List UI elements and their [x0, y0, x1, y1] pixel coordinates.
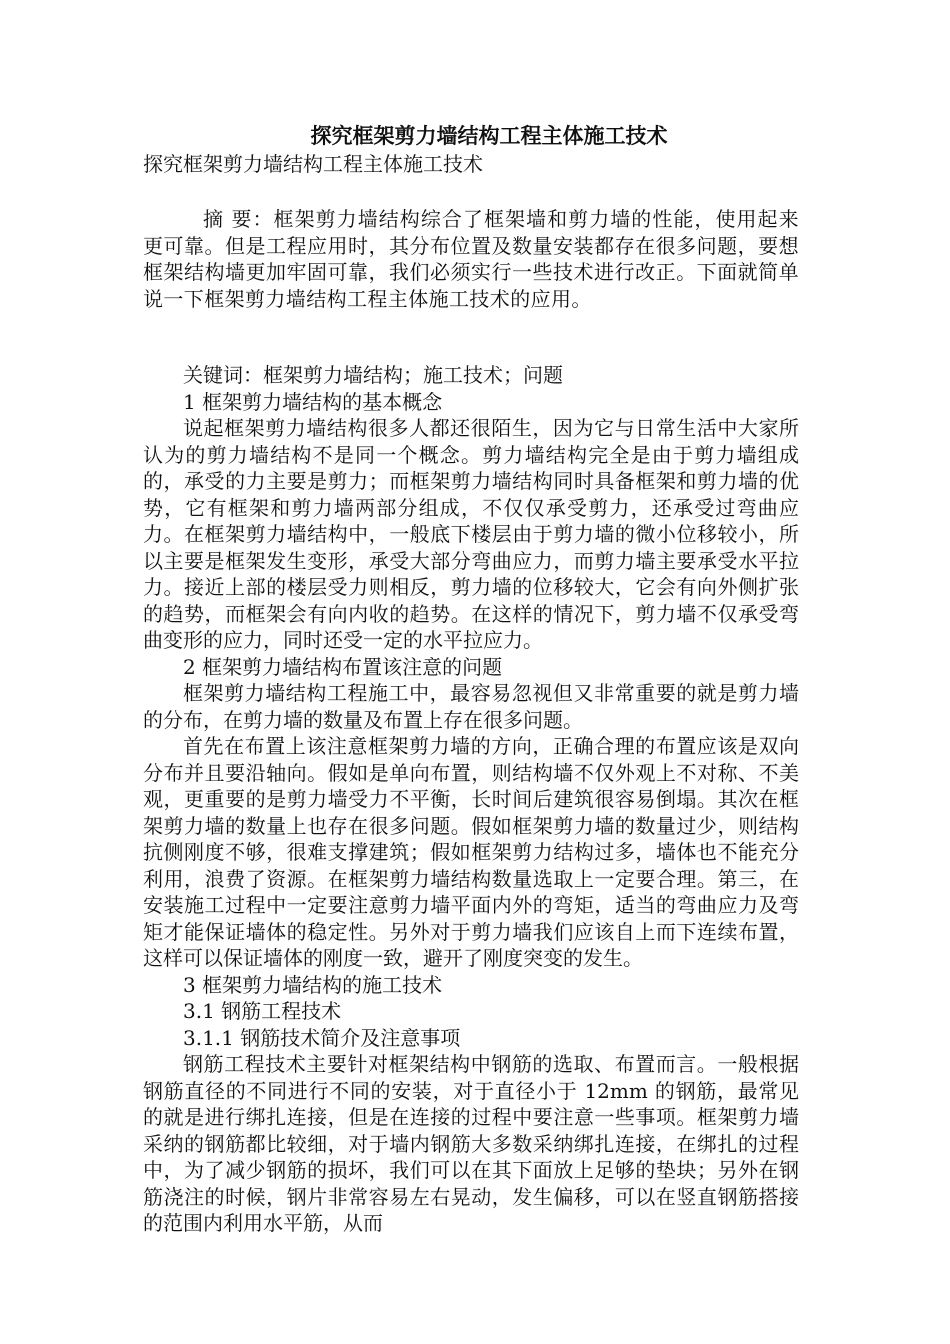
section-2-paragraph-2: 首先在布置上该注意框架剪力墙的方向，正确合理的布置应该是双向分布并且要沿轴向。假如是单向布置，则结构墙不仅外观上不对称、不美观，更重要的是剪力墙受力不平衡，长时间后建筑很容易倒塌。其次在框架剪力墙的数量上也存在很多问题。假如框架剪力墙的数量过少，则结构抗侧刚度不够，很难支撑建筑；假如框架剪力结构过多，墙体也不能充分利用，浪费了资源。在框架剪力墙结构数量选取上一定要合理。第三，在安装施工过程中一定要注意剪力墙平面内外的弯矩，适当的弯曲应力及弯矩才能保证墙体的稳定性。另外对于剪力墙我们应该自上而下连续布置，这样可以保证墙体的刚度一致，避开了刚度突变的发生。: [143, 734, 799, 970]
section-3-1-heading: 3.1 钢筋工程技术: [183, 999, 342, 1023]
section-3-1-1-paragraph-1: 钢筋工程技术主要针对框架结构中钢筋的选取、布置而言。一般根据钢筋直径的不同进行不同的安装，对于直径小于 12mm 的钢筋，最常见的就是进行绑扎连接，但是在连接的过程中要注意一些事项。框架剪力墙采纳的钢筋都比较细，对于墙内钢筋大多数采纳绑扎连接，在绑扎的过程中，为了减少钢筋的损坏，我们可以在其下面放上足够的垫块；另外在钢筋浇注的时候，钢片非常容易左右晃动，发生偏移，可以在竖直钢筋搭接的范围内利用水平筋，从而: [143, 1052, 799, 1235]
section-2-heading: 2 框架剪力墙结构布置该注意的问题: [183, 654, 503, 679]
document-subtitle: 探究框架剪力墙结构工程主体施工技术: [143, 152, 483, 176]
section-1-paragraph-1: 说起框架剪力墙结构很多人都还很陌生，因为它与日常生活中大家所认为的剪力墙结构不是同一个概念。剪力墙结构完全是由于剪力墙组成的，承受的力主要是剪力；而框架剪力墙结构同时具备框架和剪力墙的优势，它有框架和剪力墙两部分组成，不仅仅承受剪力，还承受过弯曲应力。在框架剪力墙结构中，一般底下楼层由于剪力墙的微小位移较小，所以主要是框架发生变形，承受大部分弯曲应力，而剪力墙主要承受水平拉力。接近上部的楼层受力则相反，剪力墙的位移较大，它会有向外侧扩张的趋势，而框架会有向内收的趋势。在这样的情况下，剪力墙不仅承受弯曲变形的应力，同时还受一定的水平拉应力。: [143, 416, 799, 652]
document-body: [143, 122, 799, 1237]
abstract-paragraph: 摘 要：框架剪力墙结构综合了框架墙和剪力墙的性能，使用起来更可靠。但是工程应用时，其分布位置及数量安装都存在很多问题，要想框架结构墙更加牢固可靠，我们必须实行一些技术进行改正。下面就简单说一下框架剪力墙结构工程主体施工技术的应用。: [143, 207, 799, 311]
document-title: 探究框架剪力墙结构工程主体施工技术: [310, 123, 668, 148]
section-1-heading: 1 框架剪力墙结构的基本概念: [183, 389, 443, 414]
section-3-heading: 3 框架剪力墙结构的施工技术: [183, 972, 443, 997]
section-3-1-1-heading: 3.1.1 钢筋技术简介及注意事项: [183, 1025, 461, 1050]
section-2-paragraph-1: 框架剪力墙结构工程施工中，最容易忽视但又非常重要的就是剪力墙的分布，在剪力墙的数量及布置上存在很多问题。: [143, 681, 799, 732]
keywords-line: 关键词：框架剪力墙结构；施工技术；问题: [183, 363, 563, 387]
